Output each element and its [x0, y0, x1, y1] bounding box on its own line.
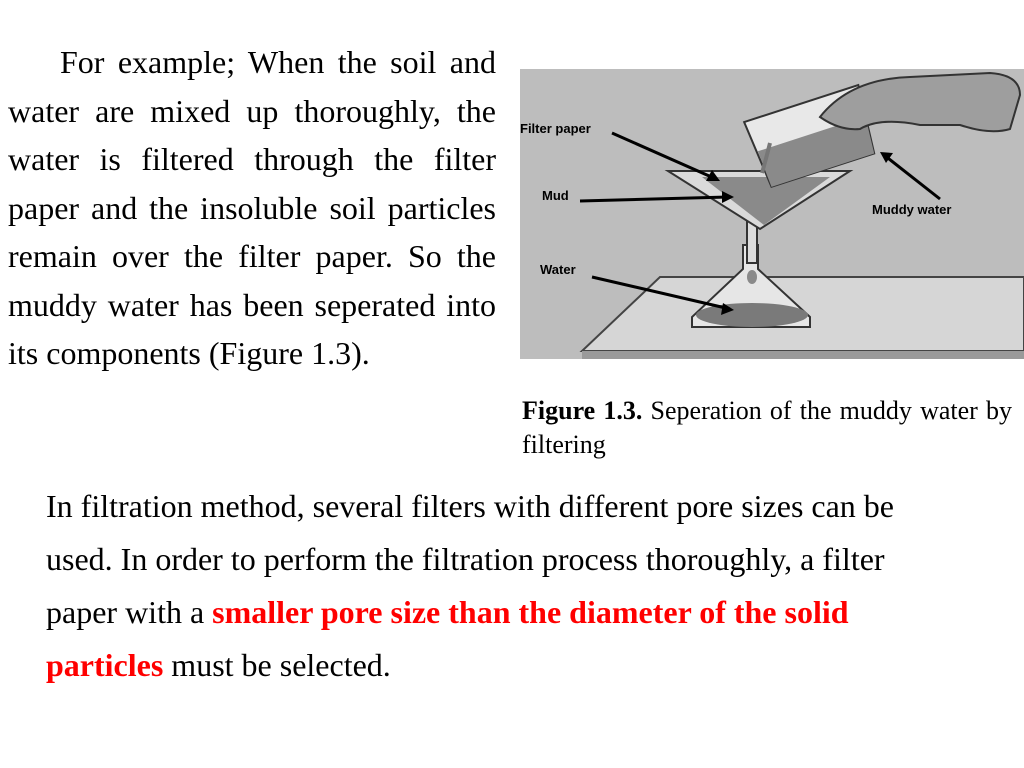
label-muddy-water: Muddy water — [872, 202, 952, 217]
bottom-paragraph — [46, 480, 926, 692]
bottom-paragraph-part1: In filtration method, several filters with different pore sizes can be used. In order to perform the filtration process thoroughly, a filter paper with a — [46, 488, 894, 630]
filtration-illustration — [520, 69, 1024, 359]
label-water: Water — [540, 262, 576, 277]
highlighted-text: smaller pore size than the diameter of the solid particles — [46, 594, 849, 683]
left-paragraph: For example; When the soil and water are mixed up thoroughly, the water is filtered through the filter paper and the insoluble soil particles remain over the filter paper. So the muddy water has been seperated into its components (Figure 1.3). — [8, 44, 496, 371]
label-mud: Mud — [542, 188, 569, 203]
figure-caption — [522, 394, 1012, 462]
bottom-paragraph-part2: must be selected. — [171, 647, 391, 683]
label-filter-paper: Filter paper — [520, 121, 591, 136]
figure-caption-label: Figure 1.3. — [522, 396, 643, 425]
filtration-figure — [520, 69, 1024, 359]
figure-caption-text: Seperation of the muddy water by filtering — [522, 396, 1012, 459]
